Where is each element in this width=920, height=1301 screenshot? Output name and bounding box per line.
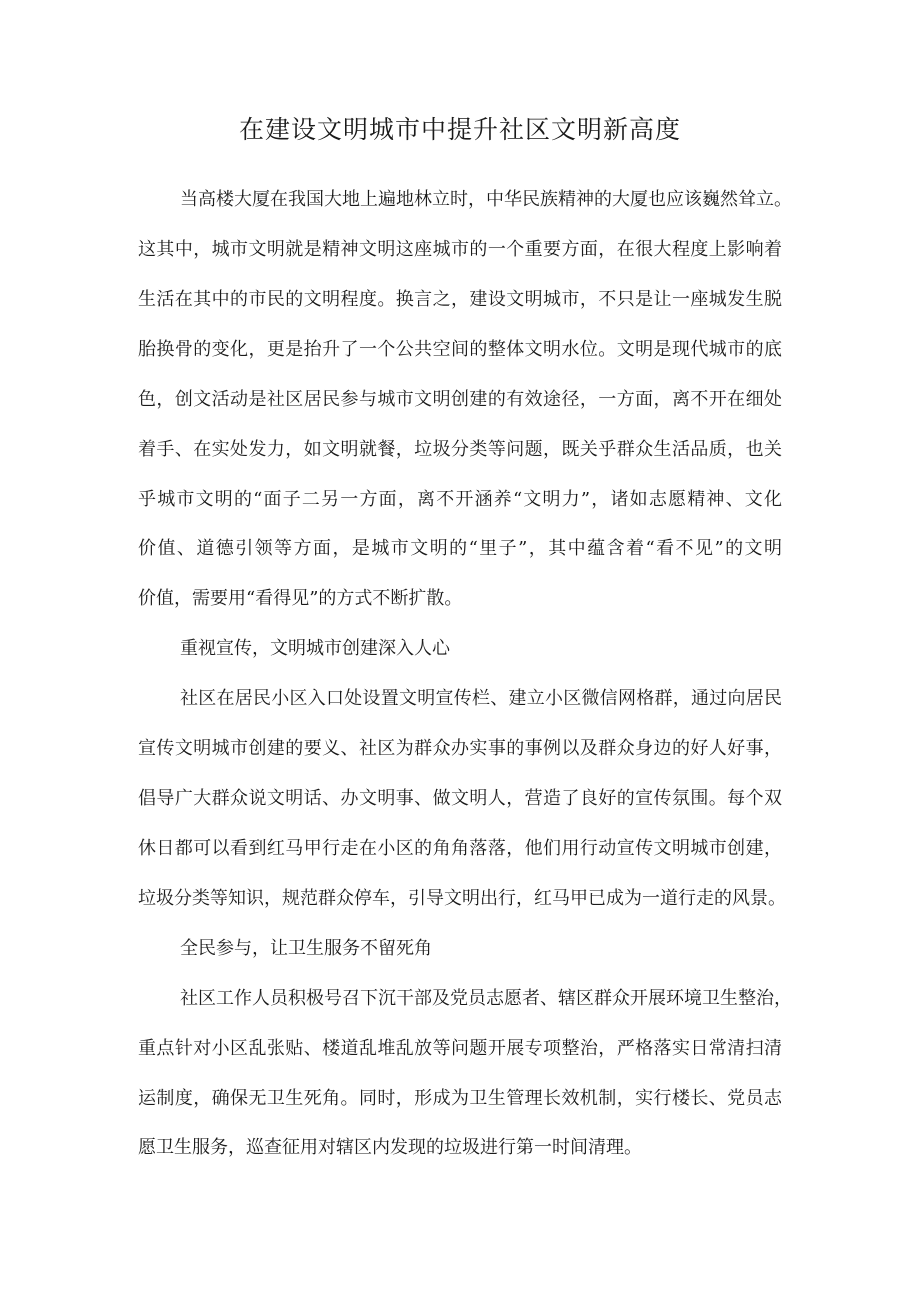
paragraph-2-line-5: 垃圾分类等知识，规范群众停车，引导文明出行，红马甲已成为一道行走的风景。 bbox=[138, 888, 786, 909]
document-title: 在建设文明城市中提升社区文明新高度 bbox=[238, 115, 681, 144]
paragraph-2-line-4: 休日都可以看到红马甲行走在小区的角角落落，他们用行动宣传文明城市创建， bbox=[138, 838, 782, 859]
paragraph-2-line-3: 倡导广大群众说文明话、办文明事、做文明人，营造了良好的宣传氛围。每个双 bbox=[138, 788, 782, 809]
paragraph-1-line-3: 生活在其中的市民的文明程度。换言之，建设文明城市，不只是让一座城发生脱 bbox=[138, 289, 782, 310]
paragraph-3-line-4: 愿卫生服务，巡查征用对辖区内发现的垃圾进行第一时间清理。 bbox=[138, 1137, 642, 1158]
paragraph-3-line-3: 运制度，确保无卫生死角。同时，形成为卫生管理长效机制，实行楼长、党员志 bbox=[138, 1088, 782, 1109]
paragraph-2-line-1: 社区在居民小区入口处设置文明宣传栏、建立小区微信网格群，通过向居民 bbox=[180, 688, 782, 709]
paragraph-1-line-7: 乎城市文明的“面子二另一方面，离不开涵养“文明力”，诸如志愿精神、文化 bbox=[138, 489, 782, 510]
section-heading-1: 重视宣传，文明城市创建深入人心 bbox=[180, 638, 450, 659]
paragraph-2-line-2: 宣传文明城市创建的要义、社区为群众办实事的事例以及群众身边的好人好事， bbox=[138, 738, 782, 759]
paragraph-1-line-9: 价值，需要用“看得见”的方式不断扩散。 bbox=[138, 588, 463, 609]
paragraph-1-line-6: 着手、在实处发力，如文明就餐，垃圾分类等问题，既关乎群众生活品质，也关 bbox=[138, 439, 782, 460]
paragraph-1-line-5: 色，创文活动是社区居民参与城市文明创建的有效途径，一方面，离不开在细处 bbox=[138, 389, 782, 410]
paragraph-1-line-2: 这其中，城市文明就是精神文明这座城市的一个重要方面，在很大程度上影响着 bbox=[138, 239, 782, 260]
section-heading-2: 全民参与，让卫生服务不留死角 bbox=[180, 938, 432, 959]
paragraph-1-line-4: 胎换骨的变化，更是抬升了一个公共空间的整体文明水位。文明是现代城市的底 bbox=[138, 339, 782, 360]
paragraph-3-line-2: 重点针对小区乱张贴、楼道乱堆乱放等问题开展专项整治，严格落实日常清扫清 bbox=[138, 1038, 782, 1059]
paragraph-1-line-1: 当高楼大厦在我国大地上遍地林立时，中华民族精神的大厦也应该巍然耸立。 bbox=[180, 189, 792, 210]
paragraph-3-line-1: 社区工作人员积极号召下沉干部及党员志愿者、辖区群众开展环境卫生整治， bbox=[180, 988, 792, 1009]
paragraph-1-line-8: 价值、道德引领等方面，是城市文明的“里子”，其中蕴含着“看不见”的文明 bbox=[138, 538, 782, 559]
